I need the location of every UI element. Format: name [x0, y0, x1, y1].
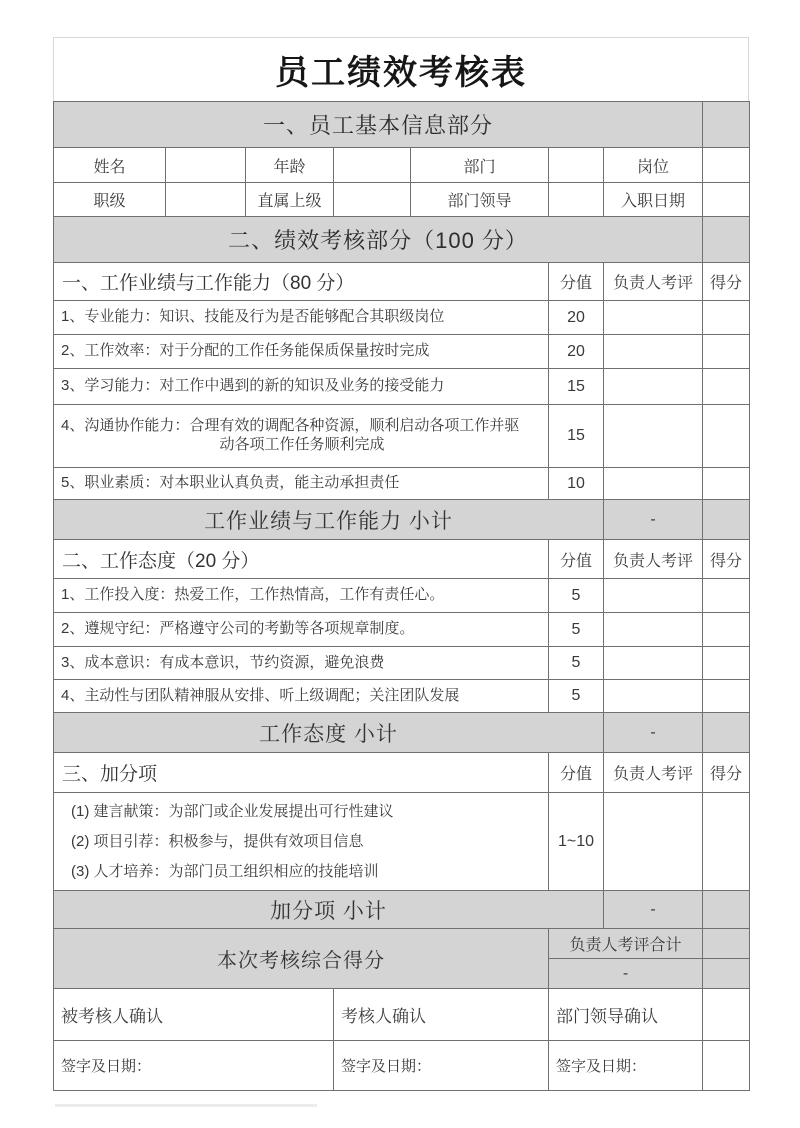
criteria-score: 20 — [549, 301, 604, 335]
signature-spacer-cell — [703, 1041, 750, 1091]
hire-date-input-cell[interactable] — [703, 183, 750, 217]
part3-subtotal-label: 加分项 小计 — [54, 891, 604, 929]
reviewer-input-cell[interactable] — [604, 647, 703, 680]
criteria-score: 15 — [549, 405, 604, 468]
direct-supervisor-label: 直属上级 — [246, 183, 334, 217]
criteria-score: 5 — [549, 613, 604, 647]
part3-subtotal-result-cell — [703, 891, 750, 929]
result-input-cell[interactable] — [703, 405, 750, 468]
reviewer-input-cell[interactable] — [604, 579, 703, 613]
section-assessment-header: 二、绩效考核部分（100 分） — [54, 217, 703, 263]
column-score-label: 分值 — [549, 753, 604, 793]
criteria-score: 5 — [549, 647, 604, 680]
criteria-text: 2、工作效率：对于分配的工作任务能保质保量按时完成 — [54, 335, 549, 369]
reviewer-input-cell[interactable] — [604, 793, 703, 891]
confirm-spacer-cell — [703, 989, 750, 1041]
result-input-cell[interactable] — [703, 647, 750, 680]
reviewer-input-cell[interactable] — [604, 369, 703, 405]
age-label: 年龄 — [246, 148, 334, 183]
column-score-label: 分值 — [549, 263, 604, 301]
bonus-item: (1) 建言献策：为部门或企业发展提出可行性建议 — [71, 802, 394, 820]
department-label: 部门 — [411, 148, 549, 183]
column-reviewer-label: 负责人考评 — [604, 540, 703, 579]
criteria-score: 5 — [549, 579, 604, 613]
result-input-cell[interactable] — [703, 468, 750, 500]
result-input-cell[interactable] — [703, 335, 750, 369]
section-basic-info-header: 一、员工基本信息部分 — [54, 102, 703, 148]
reviewer-total-value: - — [549, 959, 703, 989]
criteria-score: 20 — [549, 335, 604, 369]
bonus-item: (2) 项目引荐：积极参与，提供有效项目信息 — [71, 832, 364, 850]
assessor-signature-cell[interactable]: 签字及日期： — [334, 1041, 549, 1091]
reviewer-input-cell[interactable] — [604, 335, 703, 369]
result-input-cell[interactable] — [703, 369, 750, 405]
column-reviewer-label: 负责人考评 — [604, 753, 703, 793]
result-input-cell[interactable] — [703, 793, 750, 891]
reviewer-input-cell[interactable] — [604, 301, 703, 335]
part2-subtotal-label: 工作态度 小计 — [54, 713, 604, 753]
department-leader-label: 部门领导 — [411, 183, 549, 217]
reviewer-total-label: 负责人考评合计 — [549, 929, 703, 959]
rank-label: 职级 — [54, 183, 166, 217]
bonus-item: (3) 人才培养：为部门员工组织相应的技能培训 — [71, 862, 379, 880]
criteria-text: 2、遵规守纪：严格遵守公司的考勤等各项规章制度。 — [54, 613, 549, 647]
result-input-cell[interactable] — [703, 301, 750, 335]
assessee-signature-cell[interactable]: 签字及日期： — [54, 1041, 334, 1091]
composite-score-label: 本次考核综合得分 — [54, 929, 549, 989]
section-basic-info-header-spacer — [703, 102, 750, 148]
column-score-label: 分值 — [549, 540, 604, 579]
column-result-label: 得分 — [703, 753, 750, 793]
criteria-text: 1、专业能力：知识、技能及行为是否能够配合其职级岗位 — [54, 301, 549, 335]
name-input-cell[interactable] — [166, 148, 246, 183]
part2-title: 二、工作态度（20 分） — [54, 540, 549, 579]
criteria-score: 15 — [549, 369, 604, 405]
hire-date-label: 入职日期 — [604, 183, 703, 217]
bonus-score-range: 1~10 — [549, 793, 604, 891]
reviewer-total-result-cell — [703, 929, 750, 959]
criteria-text: 3、成本意识：有成本意识，节约资源，避免浪费 — [54, 647, 549, 680]
criteria-text: 1、工作投入度：热爱工作，工作热情高，工作有责任心。 — [54, 579, 549, 613]
column-result-label: 得分 — [703, 263, 750, 301]
part1-title: 一、工作业绩与工作能力（80 分） — [54, 263, 549, 301]
reviewer-input-cell[interactable] — [604, 468, 703, 500]
leader-signature-cell[interactable]: 签字及日期： — [549, 1041, 703, 1091]
assessee-confirm-label: 被考核人确认 — [54, 989, 334, 1041]
rank-input-cell[interactable] — [166, 183, 246, 217]
part1-subtotal-value: - — [604, 500, 703, 540]
position-input-cell[interactable] — [703, 148, 750, 183]
reviewer-input-cell[interactable] — [604, 680, 703, 713]
column-result-label: 得分 — [703, 540, 750, 579]
part2-subtotal-value: - — [604, 713, 703, 753]
scan-artifact-line — [55, 1104, 317, 1107]
part1-subtotal-label: 工作业绩与工作能力 小计 — [54, 500, 604, 540]
form-content — [53, 37, 749, 1091]
result-input-cell[interactable] — [703, 579, 750, 613]
criteria-text: 4、主动性与团队精神服从安排、听上级调配；关注团队发展 — [54, 680, 549, 713]
section-assessment-header-spacer — [703, 217, 750, 263]
criteria-text — [54, 405, 549, 468]
position-label: 岗位 — [604, 148, 703, 183]
reviewer-input-cell[interactable] — [604, 613, 703, 647]
result-input-cell[interactable] — [703, 680, 750, 713]
bonus-items-cell — [54, 793, 549, 891]
part2-subtotal-result-cell — [703, 713, 750, 753]
department-leader-input-cell[interactable] — [549, 183, 604, 217]
department-input-cell[interactable] — [549, 148, 604, 183]
criteria-line1: 4、沟通协作能力：合理有效的调配各种资源，顺利启动各项工作并驱 — [61, 417, 520, 435]
form-title: 员工绩效考核表 — [53, 37, 749, 101]
name-label: 姓名 — [54, 148, 166, 183]
age-input-cell[interactable] — [334, 148, 411, 183]
composite-result-cell — [703, 959, 750, 989]
criteria-score: 10 — [549, 468, 604, 500]
form-table — [53, 101, 750, 1091]
part3-subtotal-value: - — [604, 891, 703, 929]
leader-confirm-label: 部门领导确认 — [549, 989, 703, 1041]
part1-subtotal-result-cell — [703, 500, 750, 540]
criteria-text: 5、职业素质：对本职业认真负责，能主动承担责任 — [54, 468, 549, 500]
part3-title: 三、加分项 — [54, 753, 549, 793]
criteria-text: 3、学习能力：对工作中遇到的新的知识及业务的接受能力 — [54, 369, 549, 405]
criteria-line2: 动各项工作任务顺利完成 — [219, 436, 385, 453]
reviewer-input-cell[interactable] — [604, 405, 703, 468]
result-input-cell[interactable] — [703, 613, 750, 647]
direct-supervisor-input-cell[interactable] — [334, 183, 411, 217]
assessor-confirm-label: 考核人确认 — [334, 989, 549, 1041]
column-reviewer-label: 负责人考评 — [604, 263, 703, 301]
criteria-score: 5 — [549, 680, 604, 713]
